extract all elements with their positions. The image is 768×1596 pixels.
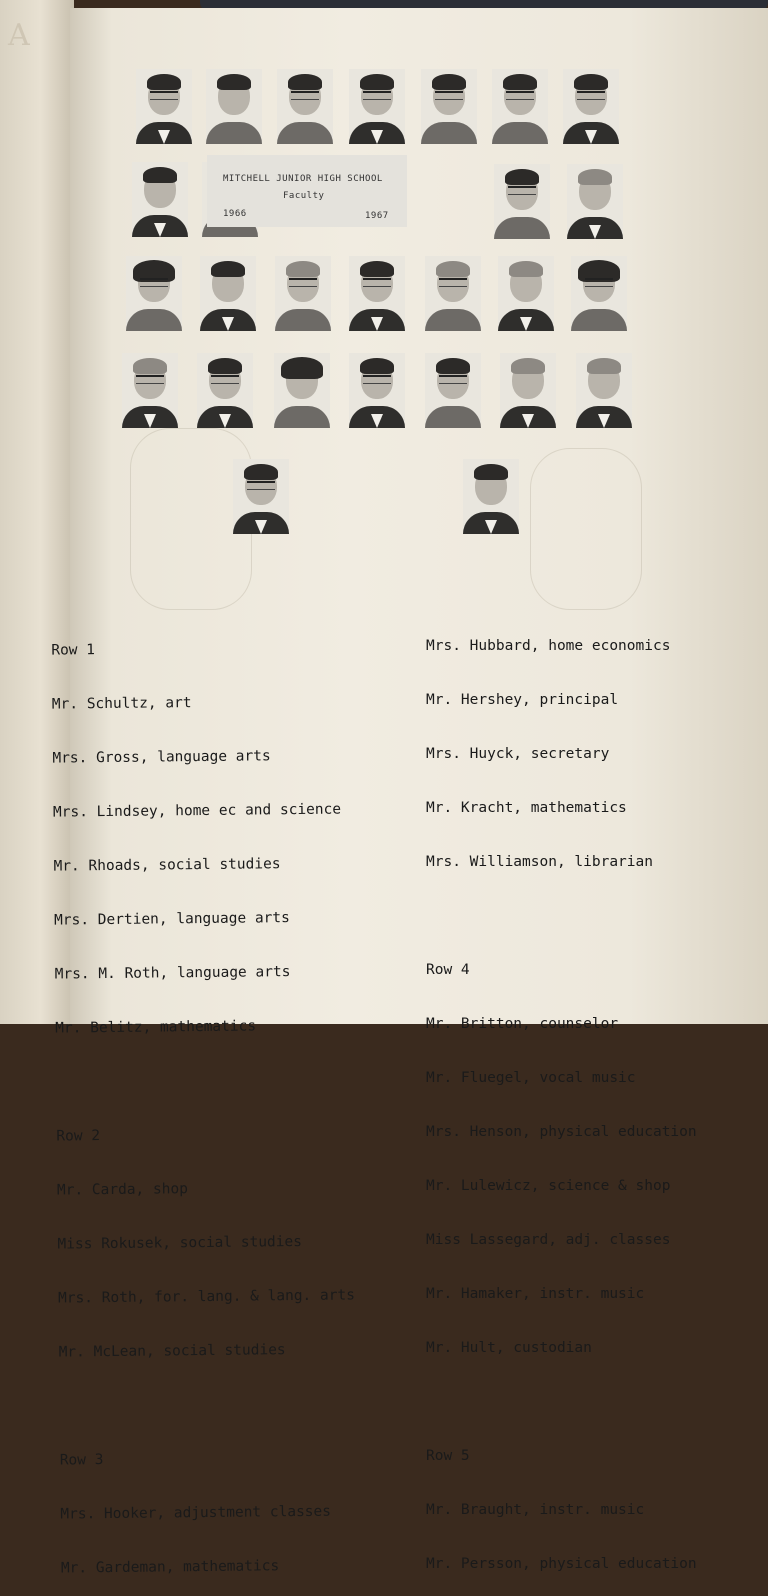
faculty-entry: Mr. Braught, instr. music — [426, 1502, 645, 1518]
faculty-portrait — [197, 353, 253, 428]
faculty-entry: Mrs. Hubbard, home economics — [426, 638, 671, 654]
faculty-entry: Mr. Belitz, mathematics — [55, 1018, 257, 1037]
row-heading: Row 5 — [426, 1448, 470, 1464]
faculty-label: Faculty — [283, 191, 325, 201]
faculty-entry: Mr. Schultz, art — [51, 695, 192, 713]
faculty-entry: Mr. Persson, physical education — [426, 1556, 697, 1572]
faculty-portrait — [492, 69, 548, 144]
faculty-entry: Mr. Fluegel, vocal music — [426, 1070, 636, 1086]
faculty-portrait — [122, 353, 178, 428]
faculty-portrait — [275, 256, 331, 331]
faculty-entry: Mr. Hershey, principal — [426, 692, 619, 708]
faculty-portrait — [132, 162, 188, 237]
faculty-portrait — [563, 69, 619, 144]
row-heading: Row 2 — [56, 1128, 101, 1145]
faculty-portrait — [425, 256, 481, 331]
faculty-portrait — [200, 256, 256, 331]
faculty-portrait — [349, 353, 405, 428]
faculty-entry: Mrs. Lindsey, home ec and science — [52, 801, 342, 821]
faculty-entry: Mrs. Henson, physical education — [426, 1124, 697, 1140]
faculty-entry: Mrs. Williamson, librarian — [426, 854, 653, 870]
faculty-portrait — [233, 459, 289, 534]
faculty-portrait — [576, 353, 632, 428]
faculty-portrait — [498, 256, 554, 331]
faculty-portrait — [571, 256, 627, 331]
faculty-entry: Mrs. Dertien, language arts — [54, 910, 290, 929]
row-heading: Row 3 — [59, 1452, 104, 1469]
faculty-portrait — [349, 69, 405, 144]
faint-drawing — [530, 448, 642, 610]
faculty-entry: Mr. Hult, custodian — [426, 1340, 592, 1356]
year-end: 1967 — [365, 211, 389, 221]
faculty-entry: Mr. Hamaker, instr. music — [426, 1286, 645, 1302]
title-panel — [207, 155, 407, 227]
faculty-portrait — [567, 164, 623, 239]
faculty-portrait — [349, 256, 405, 331]
faculty-entry: Mrs. Huyck, secretary — [426, 746, 610, 762]
year-start: 1966 — [223, 209, 247, 219]
pencil-mark: A — [8, 18, 30, 53]
faculty-portrait — [277, 69, 333, 144]
roster-left-column — [51, 602, 358, 1595]
faculty-portrait — [500, 353, 556, 428]
row-heading: Row 4 — [426, 962, 470, 978]
faculty-entry: Mr. McLean, social studies — [58, 1342, 286, 1361]
faculty-entry: Mrs. Gross, language arts — [52, 748, 271, 767]
faculty-entry: Miss Rokusek, social studies — [57, 1233, 303, 1253]
faculty-portrait — [425, 353, 481, 428]
faculty-entry: Mrs. Roth, for. lang. & lang. arts — [57, 1287, 355, 1307]
faculty-portrait — [274, 353, 330, 428]
faculty-entry: Mrs. M. Roth, language arts — [54, 964, 291, 983]
row-heading: Row 1 — [51, 642, 96, 659]
faculty-portrait — [206, 69, 262, 144]
school-name: MITCHELL JUNIOR HIGH SCHOOL — [223, 174, 383, 184]
faculty-portrait — [494, 164, 550, 239]
faculty-entry: Mr. Lulewicz, science & shop — [426, 1178, 671, 1194]
faculty-entry: Miss Lassegard, adj. classes — [426, 1232, 671, 1248]
faculty-entry: Mr. Britton, counselor — [426, 1016, 619, 1032]
faculty-entry: Mr. Kracht, mathematics — [426, 800, 627, 816]
faculty-entry: Mr. Rhoads, social studies — [53, 856, 281, 875]
faculty-entry: Mr. Gardeman, mathematics — [60, 1558, 280, 1577]
faculty-portrait — [463, 459, 519, 534]
faculty-entry: Mrs. Hooker, adjustment classes — [60, 1503, 332, 1523]
faculty-portrait — [126, 256, 182, 331]
faculty-portrait — [421, 69, 477, 144]
faculty-portrait — [136, 69, 192, 144]
roster-right-column — [426, 601, 697, 1591]
faculty-entry: Mr. Carda, shop — [56, 1181, 188, 1199]
